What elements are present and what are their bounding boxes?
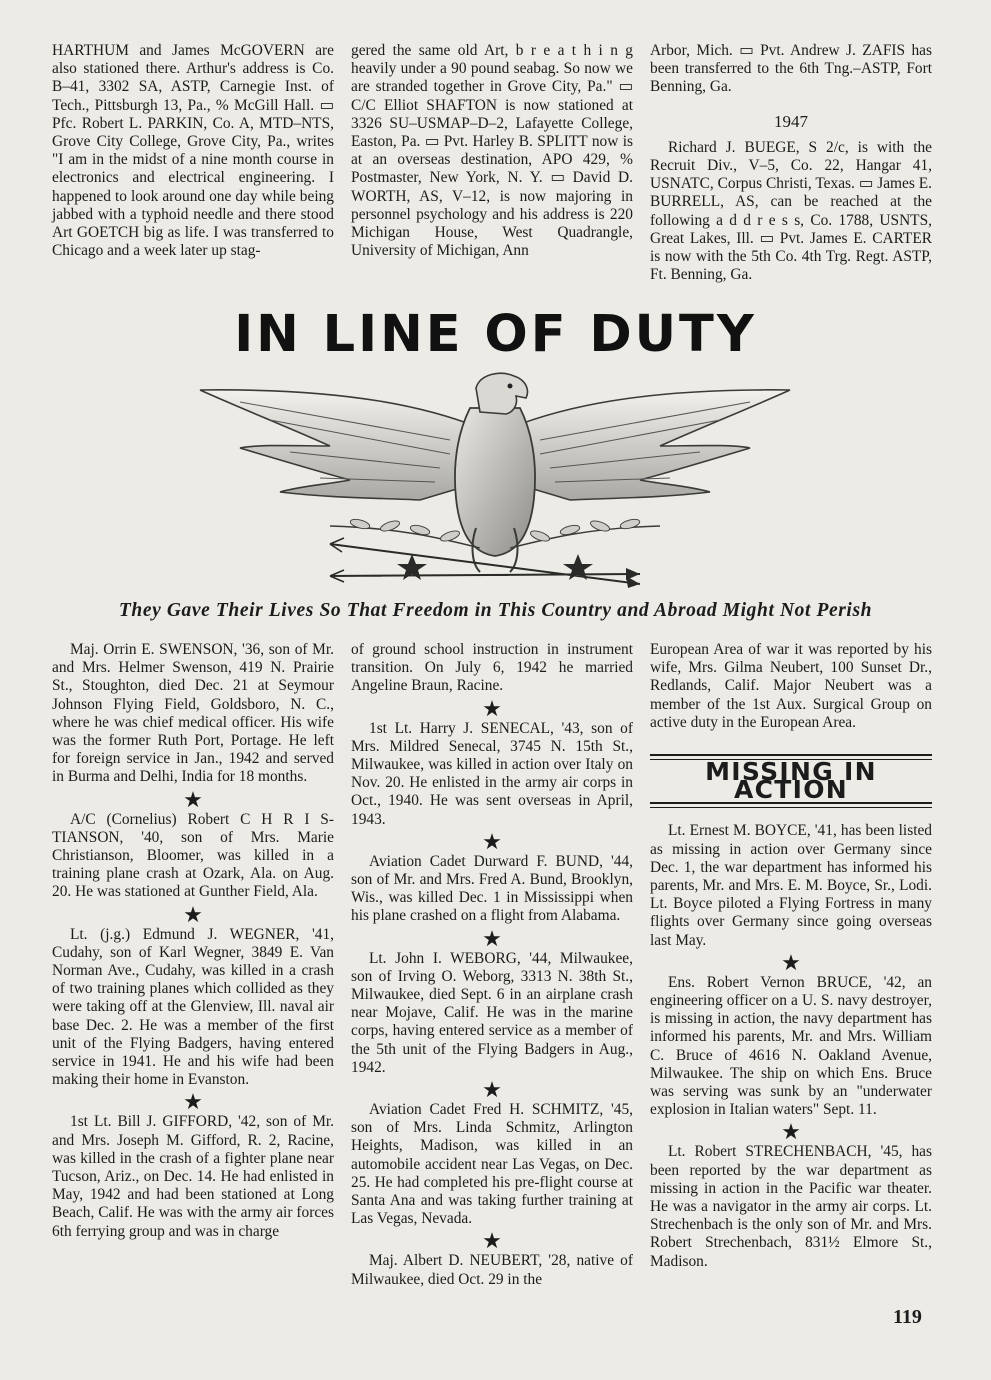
obituary-entry: Aviation Cadet Fred H. SCHMITZ, '45, son of Mrs. Linda Schmitz, Arlington Heights, Madison, was killed in an automobile accident near Las Vegas, on Dec. 25. He had completed his pre-flight course at Santa Ana and was taking further training at Las Vegas, Nevada. (351, 1101, 633, 1228)
missing-entry: Lt. Ernest M. BOYCE, '41, has been listed as missing in action over Germany since Dec. 1, the war department has informed his parents, Mr. and Mrs. E. M. Boyce, Sr., Lodi. Lt. Boyce piloted a Flying Fortress in many flights over Germany since going overseas last May. (650, 822, 932, 949)
obituary-entry: Maj. Albert D. NEUBERT, '28, native of Milwaukee, died Oct. 29 in the (351, 1252, 633, 1288)
obituary-entry: Maj. Orrin E. SWENSON, '36, son of Mr. and Mrs. Helmer Swenson, 419 N. Prairie St., Stoughton, died Dec. 21 at Seymour Johnson Flying Field, Goldsboro, N. C., where he was chief medical officer. His wife was the former Ruth Port, Portage. He left for foreign service in Jan., 1942 and served in Burma and Delhi, India for 18 months. (52, 641, 334, 786)
section-heading: MISSING IN ACTION (705, 757, 877, 805)
top-column-3-text-b: Richard J. BUEGE, S 2/c, is with the Recruit Div., V–5, Co. 22, Hangar 41, USNATC, Corpus Christi, Texas. ▭ James E. BURRELL, AS, can be reached at the following a d d r e s s, Co. 1788, USNTS, Great Lakes, Ill. ▭ Pvt. James E. CARTER is now with the 5th Co. 4th Trg. Regt. ASTP, Ft. Benning, Ga. (650, 138, 932, 284)
obituary-entry: A/C (Cornelius) Robert C H R I S-TIANSON, '40, son of Mrs. Marie Christianson, Bloomer, was killed in a training plane crash at Ozark, Ala. on Aug. 20. He was stationed at Gunther Field, Ala. (52, 810, 334, 901)
star-icon: ★ (781, 949, 801, 975)
obituary-entry: 1st Lt. Bill J. GIFFORD, '42, son of Mr. and Mrs. Joseph M. Gifford, R. 2, Racine, was killed in the crash of a fighter plane near Tucson, Ariz., on Dec. 14. He had enlisted in May, 1942 and had been stationed at Long Beach, Calif. He was with the army air forces 6th ferrying group and was in charge (52, 1113, 334, 1240)
top-column-3 (650, 42, 932, 284)
duty-column-2 (351, 641, 633, 1289)
star-icon: ★ (183, 786, 203, 812)
obituary-entry: Lt. John I. WEBORG, '44, Milwaukee, son of Irving O. Weborg, 3313 N. 38th St., Milwaukee, died Sept. 6 in an airplane crash near Mojave, Calif. He was in the marine corps, having entered service as a member of the 5th unit of the Flying Badgers in Aug., 1942. (351, 949, 633, 1076)
top-column-3-text-a: Arbor, Mich. ▭ Pvt. Andrew J. ZAFIS has been transferred to the 6th Tng.–ASTP, Fort Benning, Ga. (650, 42, 932, 96)
obituary-entry: Aviation Cadet Durward F. BUND, '44, son of Mr. and Mrs. Fred A. Bund, Brooklyn, Wis., was killed Dec. 1 in Mississippi when his plane crashed on a flight from Alabama. (351, 852, 633, 925)
missing-entry: Ens. Robert Vernon BRUCE, '42, an engineering officer on a U. S. navy destroyer, is missing in action, the navy department has informed his parents, Mr. and Mrs. William C. Bruce of 4616 N. Oakland Avenue, Milwaukee. The ship on which Ens. Bruce was serving was sunk by an "underwater explosion in Italian waters" Sept. 11. (650, 973, 932, 1119)
star-icon: ★ (482, 925, 502, 951)
star-icon: ★ (482, 828, 502, 854)
top-column-1 (52, 42, 334, 260)
star-icon: ★ (781, 1119, 801, 1145)
star-icon: ★ (482, 1228, 502, 1254)
obituary-entry: Lt. (j.g.) Edmund J. WEGNER, '41, Cudahy, son of Karl Wegner, 3849 E. Van Norman Ave., Cudahy, was killed in a crash of two training planes which collided as they were taking off at the Glenview, Ill. naval air base Dec. 2. He was a member of the first unit of the Flying Badgers, having entered service in 1941. He and his wife had been making their home in Evanston. (52, 925, 334, 1089)
year-heading: 1947 (774, 111, 808, 131)
eagle-emblem-icon (180, 368, 810, 598)
star-icon: ★ (482, 695, 502, 721)
memorial-subtitle: They Gave Their Lives So That Freedom in This Country and Abroad Might Not Perish (118, 600, 873, 621)
page-number: 119 (893, 1306, 922, 1328)
duty-column-1 (52, 641, 334, 1241)
star-icon: ★ (482, 1077, 502, 1103)
top-column-1-text: HARTHUM and James McGOVERN are also stationed there. Arthur's address is Co. B–41, 3302 SA, ASTP, Carnegie Inst. of Tech., Pittsburgh 13, Pa., % McGill Hall. ▭ Pfc. Robert L. PARKIN, Co. A, MTD–NTS, Grove City College, Grove City, Pa., writes "I am in the midst of a nine month course in electronics and electrical engineering. I happened to look around one day while being jabbed with a typhoid needle and there stood Art GOETCH big as life. I was transferred to Chicago and a week later up stag- (52, 42, 334, 260)
star-icon: ★ (183, 1089, 203, 1115)
missing-in-action-section (650, 754, 932, 808)
top-column-2-text: gered the same old Art, b r e a t h i n g heavily under a 90 pound seabag. So now we are stranded together in Grove City, Pa." ▭ C/C Elliot SHAFTON is now stationed at 3326 SU–USMAP–D–2, Lafayette College, Easton, Pa. ▭ Pvt. Harley B. SPLITT now is at an overseas destination, APO 429, % Postmaster, New York, N. Y. ▭ David D. WORTH, AS, V–12, is now majoring in personnel psychology and his address is 220 Michigan House, West Quadrangle, University of Michigan, Ann (351, 42, 633, 260)
obituary-entry: European Area of war it was reported by his wife, Mrs. Gilma Neubert, 100 Sunset Dr., Redlands, Calif. Major Neubert was a member of the 1st Aux. Surgical Group on active duty in the European Area. (650, 641, 932, 731)
duty-column-3 (650, 641, 932, 1271)
page-title: IN LINE OF DUTY (234, 305, 757, 364)
top-column-2 (351, 42, 633, 260)
star-icon: ★ (183, 901, 203, 927)
obituary-entry: 1st Lt. Harry J. SENECAL, '43, son of Mrs. Mildred Senecal, 3745 N. 15th St., Milwaukee, was killed in action over Italy on Nov. 20. He enlisted in the army air corps in Oct., 1940. He was sent overseas in April, 1943. (351, 719, 633, 828)
obituary-entry: of ground school instruction in instrument transition. On July 6, 1942 he married Angeline Braun, Racine. (351, 641, 633, 695)
missing-entry: Lt. Robert STRECHENBACH, '45, has been reported by the war department as missing in action in the Pacific war theater. He was a navigator in the army air corps. Lt. Strechenbach is the only son of Mr. and Mrs. Robert Strechenbach, 831½ Elmore St., Madison. (650, 1143, 932, 1270)
